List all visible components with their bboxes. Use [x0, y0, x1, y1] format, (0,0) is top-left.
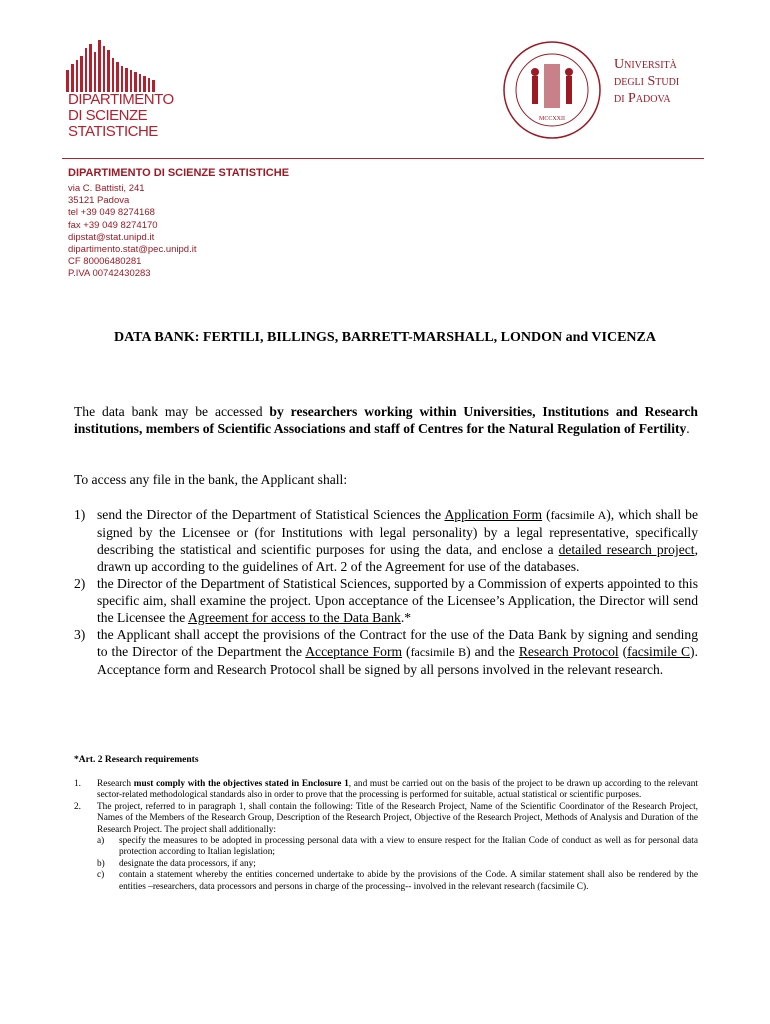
list-item: [97, 836, 698, 859]
step-text: the Applicant shall accept the provisions of the Contract for the use of the Data Bank by signing and sending to the Director of the Department the Acceptance Form (facsimile B) and the Research Protocol (facsimile C). Acceptance form and Research Protocol shall be signed by all persons involved in the relevant research.: [97, 627, 698, 677]
address-line: 35121 Padova: [68, 195, 130, 207]
footnote-text: Research must comply with the objectives stated in Enclosure 1, and must be carried out on the basis of the project to be drawn up according to the relevant sector-related methodological standards also in order to prove that the processing is performed for suitable, actual statistical or scientific purposes.: [97, 779, 698, 801]
list-item: [74, 575, 698, 626]
university-name: [614, 56, 679, 107]
university-line: Università: [614, 57, 677, 72]
footnote-title: *Art. 2 Research requirements: [74, 755, 199, 765]
footnote-subtext: contain a statement whereby the entities concerned undertake to abide by the provisions of the Code. A similar statement shall also be rendered by the entities –researchers, data processors and persons in charge of the processing-- involved in the relevant research (facsimile C).: [119, 870, 698, 892]
university-line: degli Studi: [614, 74, 680, 89]
address-line: fax +39 049 8274170: [68, 219, 158, 231]
department-address: [68, 167, 289, 281]
list-item: [74, 779, 698, 802]
research-protocol-link[interactable]: Research Protocol: [518, 644, 619, 659]
list-item: [74, 626, 698, 678]
step-text: send the Director of the Department of Statistical Sciences the Application Form (facsimile A), which shall be signed by the Licensee or (for Institutions with legal personality) by a legal representative, specifically describing the statistical and scientific purposes for using the data, and enclose a detailed research project, drawn up according to the guidelines of Art. 2 of the Agreement for use of the databases.: [97, 507, 698, 574]
step-number: 3): [74, 627, 86, 642]
agreement-link[interactable]: Agreement for access to the Data Bank: [187, 610, 401, 625]
footnote-subnumber: c): [97, 870, 105, 881]
list-item: [97, 870, 698, 893]
address-line: tel +39 049 8274168: [68, 207, 155, 219]
intro-paragraph: [74, 403, 698, 437]
footnote-subnumber: b): [97, 858, 105, 869]
logo-line: STATISTICHE: [68, 123, 158, 140]
footnote-subtext: designate the data processors, if any;: [119, 858, 256, 869]
footnote-text: The project, referred to in paragraph 1, shall contain the following: Title of the Research Project, Name of the Scientific Coordinator of the Research Project, Names of the Members of the Research Group, Description of the Research Project, Objective of the Research Project, Methods of Analysis and Duration of the Research Project. The project shall additionally:: [97, 801, 698, 835]
logo-line: DIPARTIMENTO: [68, 91, 174, 108]
steps-list: [74, 506, 698, 678]
list-item: [74, 506, 698, 575]
research-project-link[interactable]: detailed research project: [558, 542, 695, 557]
list-item: [97, 859, 698, 870]
step-text: the Director of the Department of Statistical Sciences, supported by a Commission of experts appointed to this specific aim, shall examine the project. Upon acceptance of the Licensee’s Application, the Director will send the Licensee the Agreement for access to the Data Bank.*: [97, 576, 698, 625]
list-item: [74, 802, 698, 836]
department-logo-text: [68, 92, 174, 140]
document-title: DATA BANK: FERTILI, BILLINGS, BARRETT-MARSHALL, LONDON and VICENZA: [114, 330, 656, 345]
university-line: di Padova: [614, 91, 671, 106]
intro-text: The data bank may be accessed: [74, 404, 270, 419]
facsimile-c-link[interactable]: facsimile C: [627, 644, 691, 659]
intro-emphasis: by researchers working within Universities, Institutions and Research institutions, members of Scientific Associations and staff of Centres for the Natural Regulation of Fertility: [74, 404, 698, 436]
seal-label: MCCXXII: [538, 116, 566, 122]
address-line: P.IVA 00742430283: [68, 268, 151, 280]
step-number: 1): [74, 507, 86, 522]
footnote-subnumber: a): [97, 836, 105, 847]
footnote-number: 2.: [74, 801, 81, 812]
application-form-link[interactable]: Application Form: [444, 507, 543, 522]
step-number: 2): [74, 576, 86, 591]
university-seal: [502, 40, 602, 140]
address-line: via C. Battisti, 241: [68, 183, 145, 194]
intro-text: .: [686, 421, 690, 436]
address-line: dipstat@stat.unipd.it: [68, 231, 155, 243]
acceptance-form-link[interactable]: Acceptance Form: [305, 644, 403, 659]
footnote-list: [74, 779, 698, 893]
header-divider: [62, 158, 704, 159]
footnote-number: 1.: [74, 779, 81, 789]
address-line: CF 80006480281: [68, 256, 142, 268]
logo-line: DI SCIENZE: [68, 107, 148, 124]
footnote-subtext: specify the measures to be adopted in processing personal data with a view to ensure respect for the Italian Code of conduct as well as for personal data protection according to Italian legislation;: [119, 836, 698, 858]
address-line: dipartimento.stat@pec.unipd.it: [68, 244, 197, 256]
department-name: DIPARTIMENTO DI SCIENZE STATISTICHE: [68, 167, 290, 179]
lead-paragraph: To access any file in the bank, the Applicant shall:: [74, 472, 348, 487]
